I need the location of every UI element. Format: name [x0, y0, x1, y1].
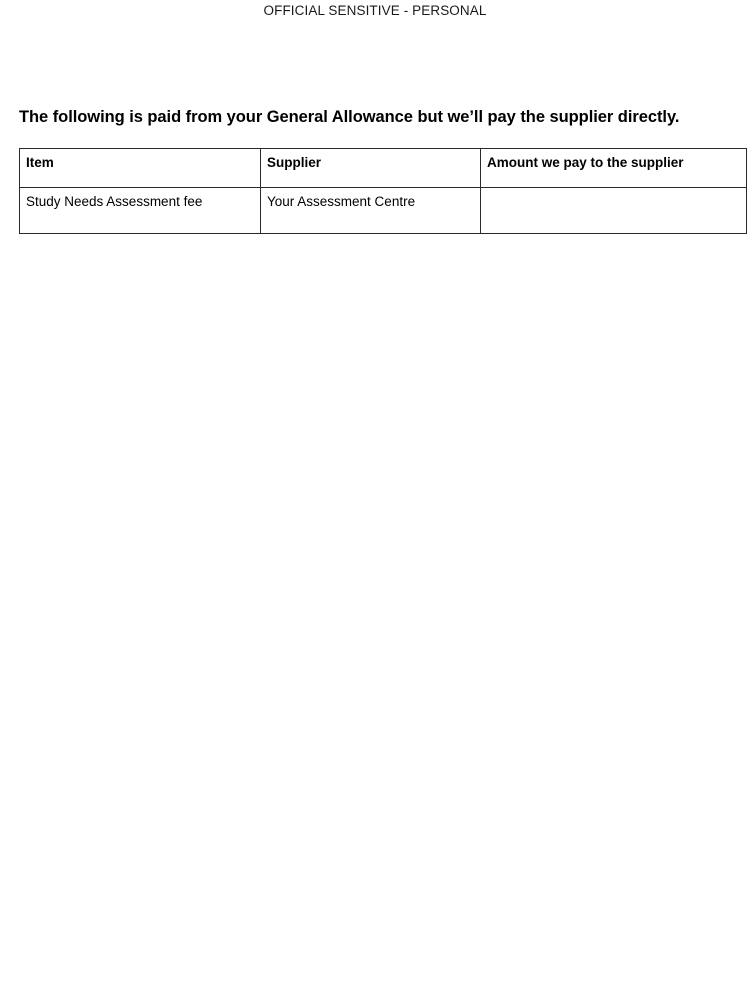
- payment-table: [19, 148, 747, 234]
- cell-amount: [481, 188, 747, 234]
- classification-banner: OFFICIAL SENSITIVE - PERSONAL: [263, 3, 487, 18]
- table-row: [20, 188, 747, 234]
- column-header-amount: Amount we pay to the supplier: [481, 149, 747, 188]
- cell-item: Study Needs Assessment fee: [20, 188, 261, 234]
- table-header-row: [20, 149, 747, 188]
- column-header-item: Item: [20, 149, 261, 188]
- page-title: The following is paid from your General Allowance but we’ll pay the supplier directly.: [19, 107, 680, 126]
- column-header-supplier: Supplier: [261, 149, 481, 188]
- cell-supplier: Your Assessment Centre: [261, 188, 481, 234]
